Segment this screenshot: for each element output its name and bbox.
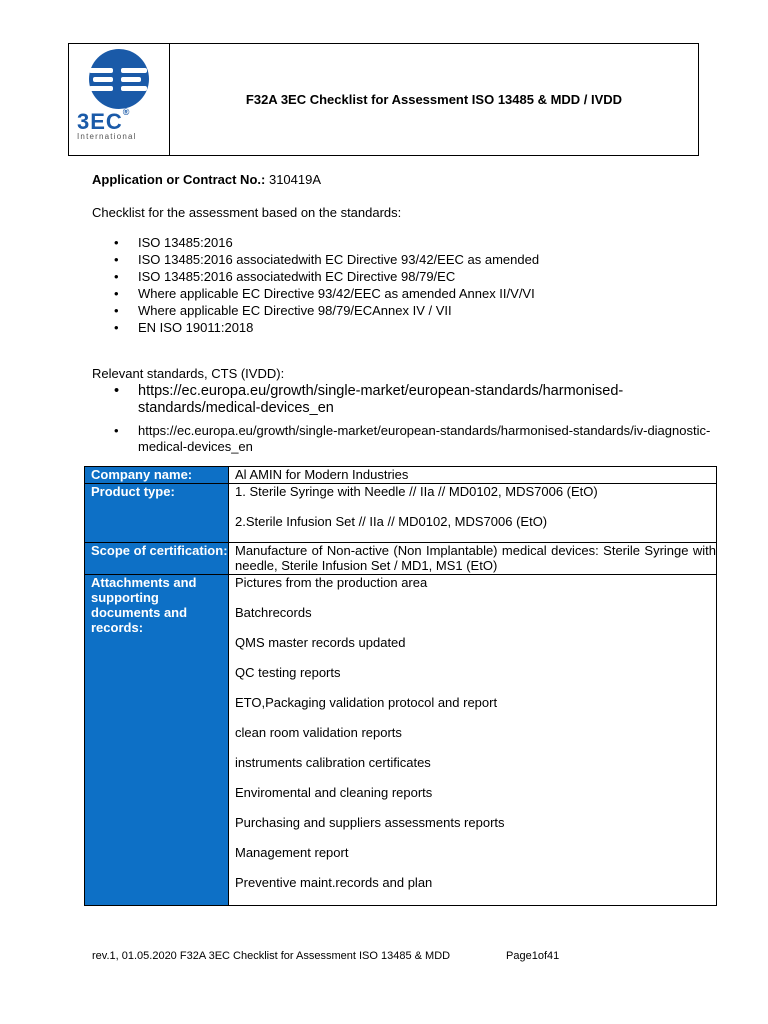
attachment-item: Preventive maint.records and plan	[235, 875, 433, 890]
relevant-standards-label: Relevant standards, CTS (IVDD):	[92, 366, 285, 381]
product-item: 1. Sterile Syringe with Needle // IIa // MD0102, MDS7006 (EtO)	[235, 484, 598, 499]
attachment-item: Enviromental and cleaning reports	[235, 785, 433, 800]
document-title: F32A 3EC Checklist for Assessment ISO 13485 & MDD / IVDD	[245, 92, 623, 107]
application-label: Application or Contract No.:	[92, 172, 266, 187]
list-item: • EN ISO 19011:2018	[138, 319, 712, 336]
document-body	[92, 172, 712, 455]
attachments-label: Attachments and supporting documents and records:	[85, 575, 229, 906]
attachment-item: Purchasing and suppliers assessments reports	[235, 815, 505, 830]
logo-name: 3EC	[77, 109, 123, 134]
application-number	[92, 172, 712, 187]
product-label: Product type:	[85, 484, 229, 543]
attachment-item: ETO,Packaging validation protocol and report	[235, 695, 498, 710]
document-header	[68, 43, 699, 156]
table-row	[85, 484, 717, 543]
logo-wordmark	[77, 109, 167, 141]
3ec-logo-icon	[75, 48, 163, 110]
list-item: • Where applicable EC Directive 98/79/ECAnnex IV / VII	[138, 302, 712, 319]
intro-text: Checklist for the assessment based on the standards:	[92, 205, 402, 220]
attachment-item: QMS master records updated	[235, 635, 406, 650]
page-current: 1	[531, 950, 538, 962]
info-table	[84, 466, 717, 906]
page-label: Page	[506, 950, 532, 962]
company-value: Al AMIN for Modern Industries	[229, 467, 717, 484]
attachment-item: Batchrecords	[235, 605, 312, 620]
attachments-list	[229, 575, 717, 906]
standards-link[interactable]: • https://ec.europa.eu/growth/single-market/european-standards/harmonised-standards/iv-diagnostic-medical-devices_en	[138, 423, 712, 455]
logo-registered: ®	[122, 107, 130, 117]
page-total: 41	[547, 950, 560, 962]
list-item: • ISO 13485:2016	[138, 234, 712, 251]
table-row	[85, 575, 717, 906]
list-item: • Where applicable EC Directive 93/42/EEC as amended Annex II/V/VI	[138, 285, 712, 302]
logo-subtitle: International	[77, 132, 137, 141]
scope-value: Manufacture of Non-active (Non Implantable) medical devices: Sterile Syringe with needle, Sterile Infusion Set / MD1, MS1 (EtO)	[229, 543, 717, 575]
product-values	[229, 484, 717, 543]
page-number	[506, 950, 559, 962]
list-item: • ISO 13485:2016 associatedwith EC Directive 93/42/EEC as amended	[138, 251, 712, 268]
attachment-item: Management report	[235, 845, 349, 860]
footer-text: rev.1, 01.05.2020 F32A 3EC Checklist for Assessment ISO 13485 & MDD	[92, 950, 451, 962]
attachment-item: Pictures from the production area	[235, 575, 428, 590]
standards-link[interactable]: • https://ec.europa.eu/growth/single-market/european-standards/harmonised-standards/medical-devices_en	[138, 383, 712, 417]
standards-list	[92, 234, 712, 336]
table-row	[85, 543, 717, 575]
relevant-links-list	[92, 383, 712, 455]
logo-cell	[69, 44, 170, 155]
attachment-item: instruments calibration certificates	[235, 755, 431, 770]
attachment-item: clean room validation reports	[235, 725, 402, 740]
company-label: Company name:	[85, 467, 229, 484]
list-item: • ISO 13485:2016 associatedwith EC Directive 98/79/EC	[138, 268, 712, 285]
page-footer	[92, 950, 560, 962]
scope-label: Scope of certification:	[85, 543, 229, 575]
page-of: of	[537, 950, 548, 962]
table-row	[85, 467, 717, 484]
application-value: 310419A	[268, 172, 322, 187]
attachment-item: QC testing reports	[235, 665, 341, 680]
product-item: 2.Sterile Infusion Set // IIa // MD0102, MDS7006 (EtO)	[235, 514, 548, 529]
